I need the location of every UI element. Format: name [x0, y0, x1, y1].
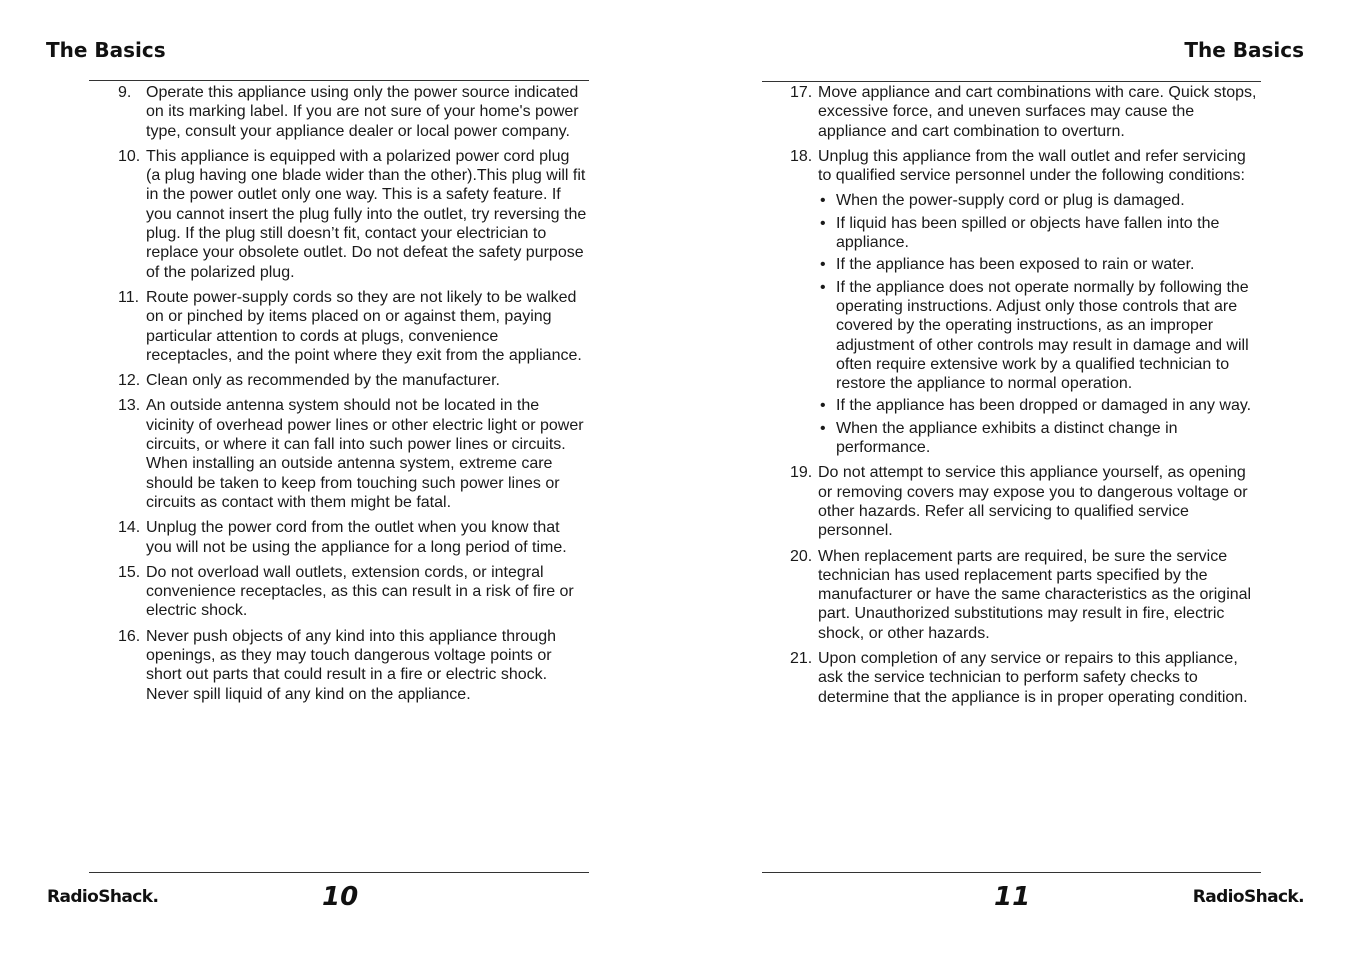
item-text: Upon completion of any service or repairs to this appliance, ask the service technician to perform safety checks to determine that the appliance is in proper operating condition.: [818, 650, 1248, 706]
item-number: 14.: [118, 519, 141, 537]
condition-item: [819, 419, 1262, 458]
instruction-item-15: [118, 563, 588, 621]
bullet: •: [820, 192, 826, 210]
bullet: •: [820, 278, 826, 296]
instruction-item-9: [118, 83, 588, 141]
condition-text: If the appliance does not operate normally by following the operating instructions. Adjust only those controls that are covered by the operating instructions, as an improper adjustment of other controls may result in damage and will often require extensive work by a qualified technician to restore the appliance to normal operation.: [836, 278, 1249, 393]
item-number: 11.: [118, 288, 140, 306]
top-rule: [762, 81, 1261, 82]
instruction-item-12: [118, 371, 588, 390]
item-text: This appliance is equipped with a polarized power cord plug (a plug having one blade wider than the other).This plug will fit in the power outlet only one way. This is a safety feature. If you cannot insert the plug fully into the outlet, try reversing the plug. If the plug still doesn’t fit, contact your electrician to replace your obsolete outlet. Do not defeat the safety purpose of the polarized plug.: [146, 147, 587, 281]
item-text: Clean only as recommended by the manufacturer.: [146, 372, 500, 390]
section-title: The Basics: [46, 38, 166, 62]
bullet: •: [820, 419, 826, 437]
condition-text: When the appliance exhibits a distinct change in performance.: [836, 419, 1178, 457]
section-title: The Basics: [1184, 38, 1304, 62]
top-rule: [89, 80, 589, 81]
instruction-item-20: [790, 547, 1262, 643]
condition-text: If liquid has been spilled or objects have fallen into the appliance.: [836, 214, 1220, 252]
item-text: Do not overload wall outlets, extension cords, or integral convenience receptacles, as this can result in a risk of fire or electric shock.: [146, 563, 574, 620]
instruction-list: [790, 83, 1262, 713]
brand-logo: RadioShack.: [1192, 887, 1304, 907]
bullet: •: [820, 214, 826, 232]
instruction-item-13: [118, 396, 588, 512]
bottom-rule: [762, 872, 1261, 873]
item-text: An outside antenna system should not be located in the vicinity of overhead power lines or other electric light or power circuits, or where it can fall into such power lines or circuits. When installing an outside antenna system, extreme care should be taken to keep from touching such power lines or circuits as contact with them might be fatal.: [146, 397, 584, 511]
instruction-item-18: [790, 147, 1262, 457]
left-page: [0, 0, 675, 954]
bottom-rule: [89, 872, 589, 873]
item-number: 20.: [790, 547, 813, 565]
instruction-item-17: [790, 83, 1262, 141]
brand-logo: RadioShack.: [47, 887, 159, 907]
page-number: 11: [994, 882, 1031, 912]
instruction-list: [118, 83, 588, 710]
instruction-item-21: [790, 649, 1262, 707]
instruction-item-10: [118, 147, 588, 282]
item-text: Move appliance and cart combinations with care. Quick stops, excessive force, and uneven surfaces may cause the appliance and cart combination to overturn.: [818, 84, 1257, 140]
item-number: 16.: [118, 627, 141, 645]
condition-text: If the appliance has been dropped or damaged in any way.: [836, 397, 1252, 415]
right-page: [676, 0, 1351, 954]
condition-text: If the appliance has been exposed to rain or water.: [836, 256, 1195, 274]
item-text: Do not attempt to service this appliance yourself, as opening or removing covers may expose you to dangerous voltage or other hazards. Refer all servicing to qualified service personnel.: [818, 464, 1248, 540]
instruction-item-14: [118, 518, 588, 557]
item-number: 12.: [118, 372, 141, 390]
condition-list: [818, 191, 1262, 457]
bullet: •: [820, 256, 826, 274]
item-number: 21.: [790, 650, 813, 668]
condition-text: When the power-supply cord or plug is damaged.: [836, 192, 1185, 210]
item-number: 9.: [118, 84, 132, 101]
item-number: 13.: [118, 397, 141, 415]
item-text: Never push objects of any kind into this appliance through openings, as they may touch dangerous voltage points or short out parts that could result in a fire or electric shock. Never spill liquid of any kind on the appliance.: [146, 627, 557, 703]
item-text: Route power-supply cords so they are not likely to be walked on or pinched by items placed on or against them, paying particular attention to cords at plugs, convenience receptacles, and the point where they exit from the appliance.: [146, 288, 582, 364]
item-number: 19.: [790, 464, 813, 482]
instruction-item-19: [790, 463, 1262, 540]
condition-item: [819, 278, 1262, 394]
item-number: 10.: [118, 147, 141, 165]
instruction-item-11: [118, 288, 588, 365]
item-text: When replacement parts are required, be sure the service technician has used replacement parts specified by the manufacturer or have the same characteristics as the original part. Unauthorized substitutions may result in fire, electric shock, or other hazards.: [818, 547, 1252, 642]
item-text: Unplug the power cord from the outlet when you know that you will not be using the appliance for a long period of time.: [146, 519, 567, 556]
condition-item: [819, 255, 1262, 274]
item-number: 17.: [790, 84, 813, 101]
condition-item: [819, 191, 1262, 210]
condition-item: [819, 396, 1262, 415]
instruction-item-16: [118, 627, 588, 704]
condition-item: [819, 214, 1262, 253]
item-text: Unplug this appliance from the wall outlet and refer servicing to qualified service personnel under the following conditions:: [818, 147, 1246, 185]
item-number: 15.: [118, 563, 141, 581]
bullet: •: [820, 397, 826, 415]
page-number: 10: [322, 882, 359, 912]
item-number: 18.: [790, 147, 813, 165]
item-text: Operate this appliance using only the power source indicated on its marking label. If you are not sure of your home's power type, consult your appliance dealer or local power company.: [146, 84, 579, 140]
